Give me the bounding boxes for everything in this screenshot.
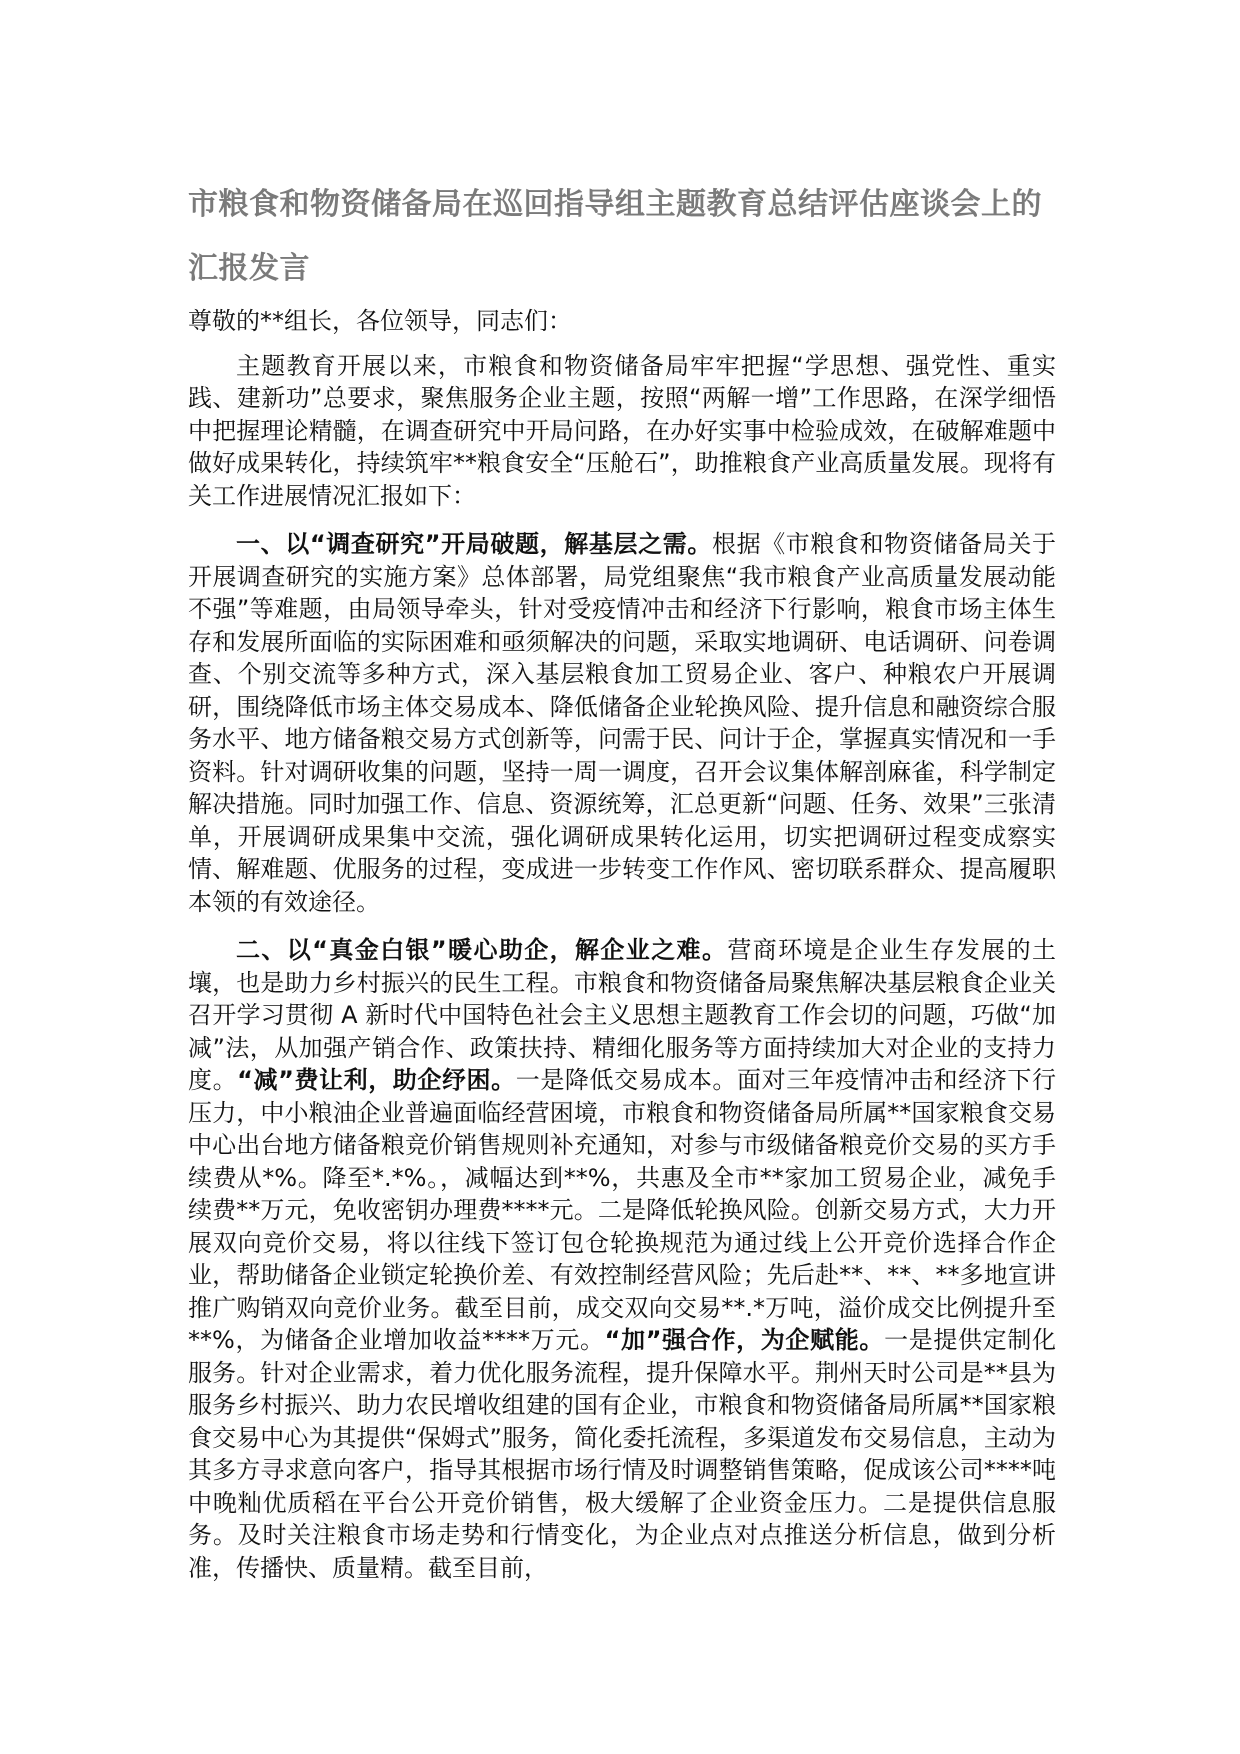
section-1-heading: 一、以“调查研究”开局破题，解基层之需。: [236, 530, 712, 558]
intro-paragraph: 主题教育开展以来，市粮食和物资储备局牢牢把握“学思想、强党性、重实践、建新功”总要求，聚焦服务企业主题，按照“两解一增”工作思路，在深学细悟中把握理论精髓，在调查研究中开局问路，在办好实事中检验成效，在破解难题中做好成果转化，持续筑牢**粮食安全“压舱石”，助推粮食产业高质量发展。现将有关工作进展情况汇报如下：: [188, 351, 1056, 510]
section-2-body-c: 一是提供定制化服务。针对企业需求，着力优化服务流程，提升保障水平。荆州天时公司是**县为服务乡村振兴、助力农民增收组建的国有企业，市粮食和物资储备局所属**国家粮食交易中心为其提供“保姆式”服务，简化委托流程，多渠道发布交易信息，主动为其多方寻求意向客户，指导其根据市场行情及时调整销售策略，促成该公司****吨中晚籼优质稻在平台公开竞价销售，极大缓解了企业资金压力。二是提供信息服务。及时关注粮食市场走势和行情变化，为企业点对点推送分析信息，做到分析准，传播快、质量精。截至目前，: [188, 1326, 1056, 1582]
section-2-body-a: 营商环境是企业生存发展的土壤，也是助力乡村振兴的民生工程。市粮食和物资储备局聚焦解决基层粮食企业关召开学习贯彻 A 新时代中国特色社会主义思想主题教育工作会切的问题，巧做“加减”法，从加强产销合作、政策扶持、精细化服务等方面持续加大对企业的支持力度。: [188, 936, 1057, 1094]
document-page: [188, 173, 1056, 1600]
section-2-subheading-1: “减”费让利，助企纾困。: [237, 1066, 516, 1094]
salutation: 尊敬的**组长，各位领导，同志们：: [188, 307, 572, 335]
section-2-subheading-2: “加”强合作，为企赋能。: [604, 1326, 885, 1354]
section-1-paragraph: [188, 528, 1056, 918]
section-2-heading: 二、以“真金白银”暖心助企，解企业之难。: [236, 936, 728, 964]
section-2-paragraph: [188, 934, 1056, 1584]
document-title: 市粮食和物资储备局在巡回指导组主题教育总结评估座谈会上的汇报发言: [188, 187, 1042, 286]
section-2-body-b: 一是降低交易成本。面对三年疫情冲击和经济下行压力，中小粮油企业普遍面临经营困境，市粮食和物资储备局所属**国家粮食交易中心出台地方储备粮竞价销售规则补充通知，对参与市级储备粮竞价交易的买方手续费从*%。降至*.*%。，减幅达到**%，共惠及全市**家加工贸易企业，减免手续费**万元，免收密钥办理费****元。二是降低轮换风险。创新交易方式，大力开展双向竞价交易，将以往线下签订包仓轮换规范为通过线上公开竞价选择合作企业，帮助储备企业锁定轮换价差、有效控制经营风险；先后赴**、**、**多地宣讲推广购销双向竞价业务。截至目前，成交双向交易**.*万吨，溢价成交比例提升至**%，为储备企业增加收益****万元。: [188, 1066, 1057, 1354]
section-1-body: 根据《市粮食和物资储备局关于开展调查研究的实施方案》总体部署，局党组聚焦“我市粮食产业高质量发展动能不强”等难题，由局领导牵头，针对受疫情冲击和经济下行影响，粮食市场主体生存和发展所面临的实际困难和亟须解决的问题，采取实地调研、电话调研、问卷调查、个别交流等多种方式，深入基层粮食加工贸易企业、客户、种粮农户开展调研，围绕降低市场主体交易成本、降低储备企业轮换风险、提升信息和融资综合服务水平、地方储备粮交易方式创新等，问需于民、问计于企，掌握真实情况和一手资料。针对调研收集的问题，坚持一周一调度，召开会议集体解剖麻雀，科学制定解决措施。同时加强工作、信息、资源统筹，汇总更新“问题、任务、效果”三张清单，开展调研成果集中交流，强化调研成果转化运用，切实把调研过程变成察实情、解难题、优服务的过程，变成进一步转变工作作风、密切联系群众、提高履职本领的有效途径。: [188, 530, 1057, 916]
